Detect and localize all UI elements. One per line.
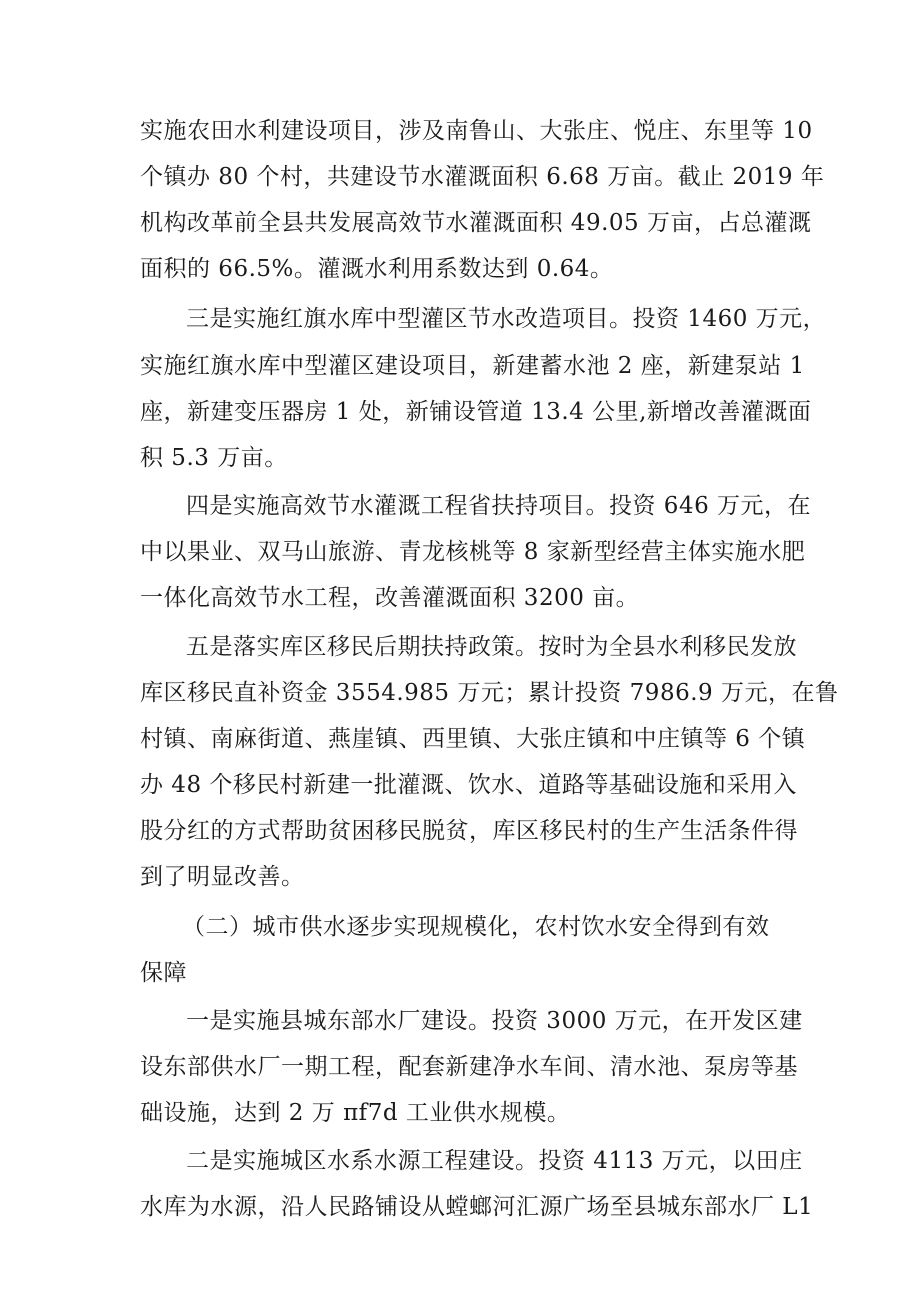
section-heading: （二）城市供水逐步实现规模化，农村饮水安全得到有效 [182, 914, 770, 940]
body-text-line: 村镇、南麻街道、燕崖镇、西里镇、大张庄镇和中庄镇等 6 个镇 [140, 726, 806, 752]
body-text-line: 中以果业、双马山旅游、青龙核桃等 8 家新型经营主体实施水肥 [140, 539, 806, 565]
body-text-line: 面积的 66.5%。灌溉水利用系数达到 0.64。 [140, 256, 614, 282]
body-text-line: 库区移民直补资金 3554.985 万元；累计投资 7986.9 万元，在鲁 [140, 680, 839, 706]
body-text-line: 设东部供水厂一期工程，配套新建净水车间、清水池、泵房等基 [140, 1054, 798, 1080]
paragraph-first-line: 五是落实库区移民后期扶持政策。按时为全县水利移民发放 [186, 634, 797, 660]
body-text-line: 实施红旗水库中型灌区建设项目，新建蓄水池 2 座，新建泵站 1 [140, 353, 805, 379]
paragraph-first-line: 四是实施高效节水灌溉工程省扶持项目。投资 646 万元，在 [186, 493, 812, 519]
body-text-line: 水库为水源，沿人民路铺设从螳螂河汇源广场至县城东部水厂 L1 [140, 1194, 814, 1220]
body-text-line: 一体化高效节水工程，改善灌溉面积 3200 亩。 [140, 585, 640, 611]
paragraph-first-line: 三是实施红旗水库中型灌区节水改造项目。投资 1460 万元， [186, 306, 827, 332]
body-text-line: 积 5.3 万亩。 [140, 445, 288, 471]
body-text-line: 础设施，达到 2 万 πf7d 工业供水规模。 [140, 1100, 571, 1126]
paragraph-first-line: 二是实施城区水系水源工程建设。投资 4113 万元，以田庄 [186, 1148, 803, 1174]
section-heading: 保障 [140, 960, 187, 986]
paragraph-first-line: 一是实施县城东部水厂建设。投资 3000 万元，在开发区建 [186, 1008, 803, 1034]
body-text-line: 实施农田水利建设项目，涉及南鲁山、大张庄、悦庄、东里等 10 [140, 118, 813, 144]
body-text-line: 座，新建变压器房 1 处，新铺设管道 13.4 公里,新增改善灌溉面 [140, 399, 812, 425]
body-text-line: 股分红的方式帮助贫困移民脱贫，库区移民村的生产生活条件得 [140, 818, 798, 844]
body-text-line: 到了明显改善。 [140, 864, 305, 890]
body-text-line: 办 48 个移民村新建一批灌溉、饮水、道路等基础设施和采用入 [140, 772, 797, 798]
body-text-line: 机构改革前全县共发展高效节水灌溉面积 49.05 万亩，占总灌溉 [140, 210, 812, 236]
body-text-line: 个镇办 80 个村，共建设节水灌溉面积 6.68 万亩。截止 2019 年 [140, 164, 825, 190]
